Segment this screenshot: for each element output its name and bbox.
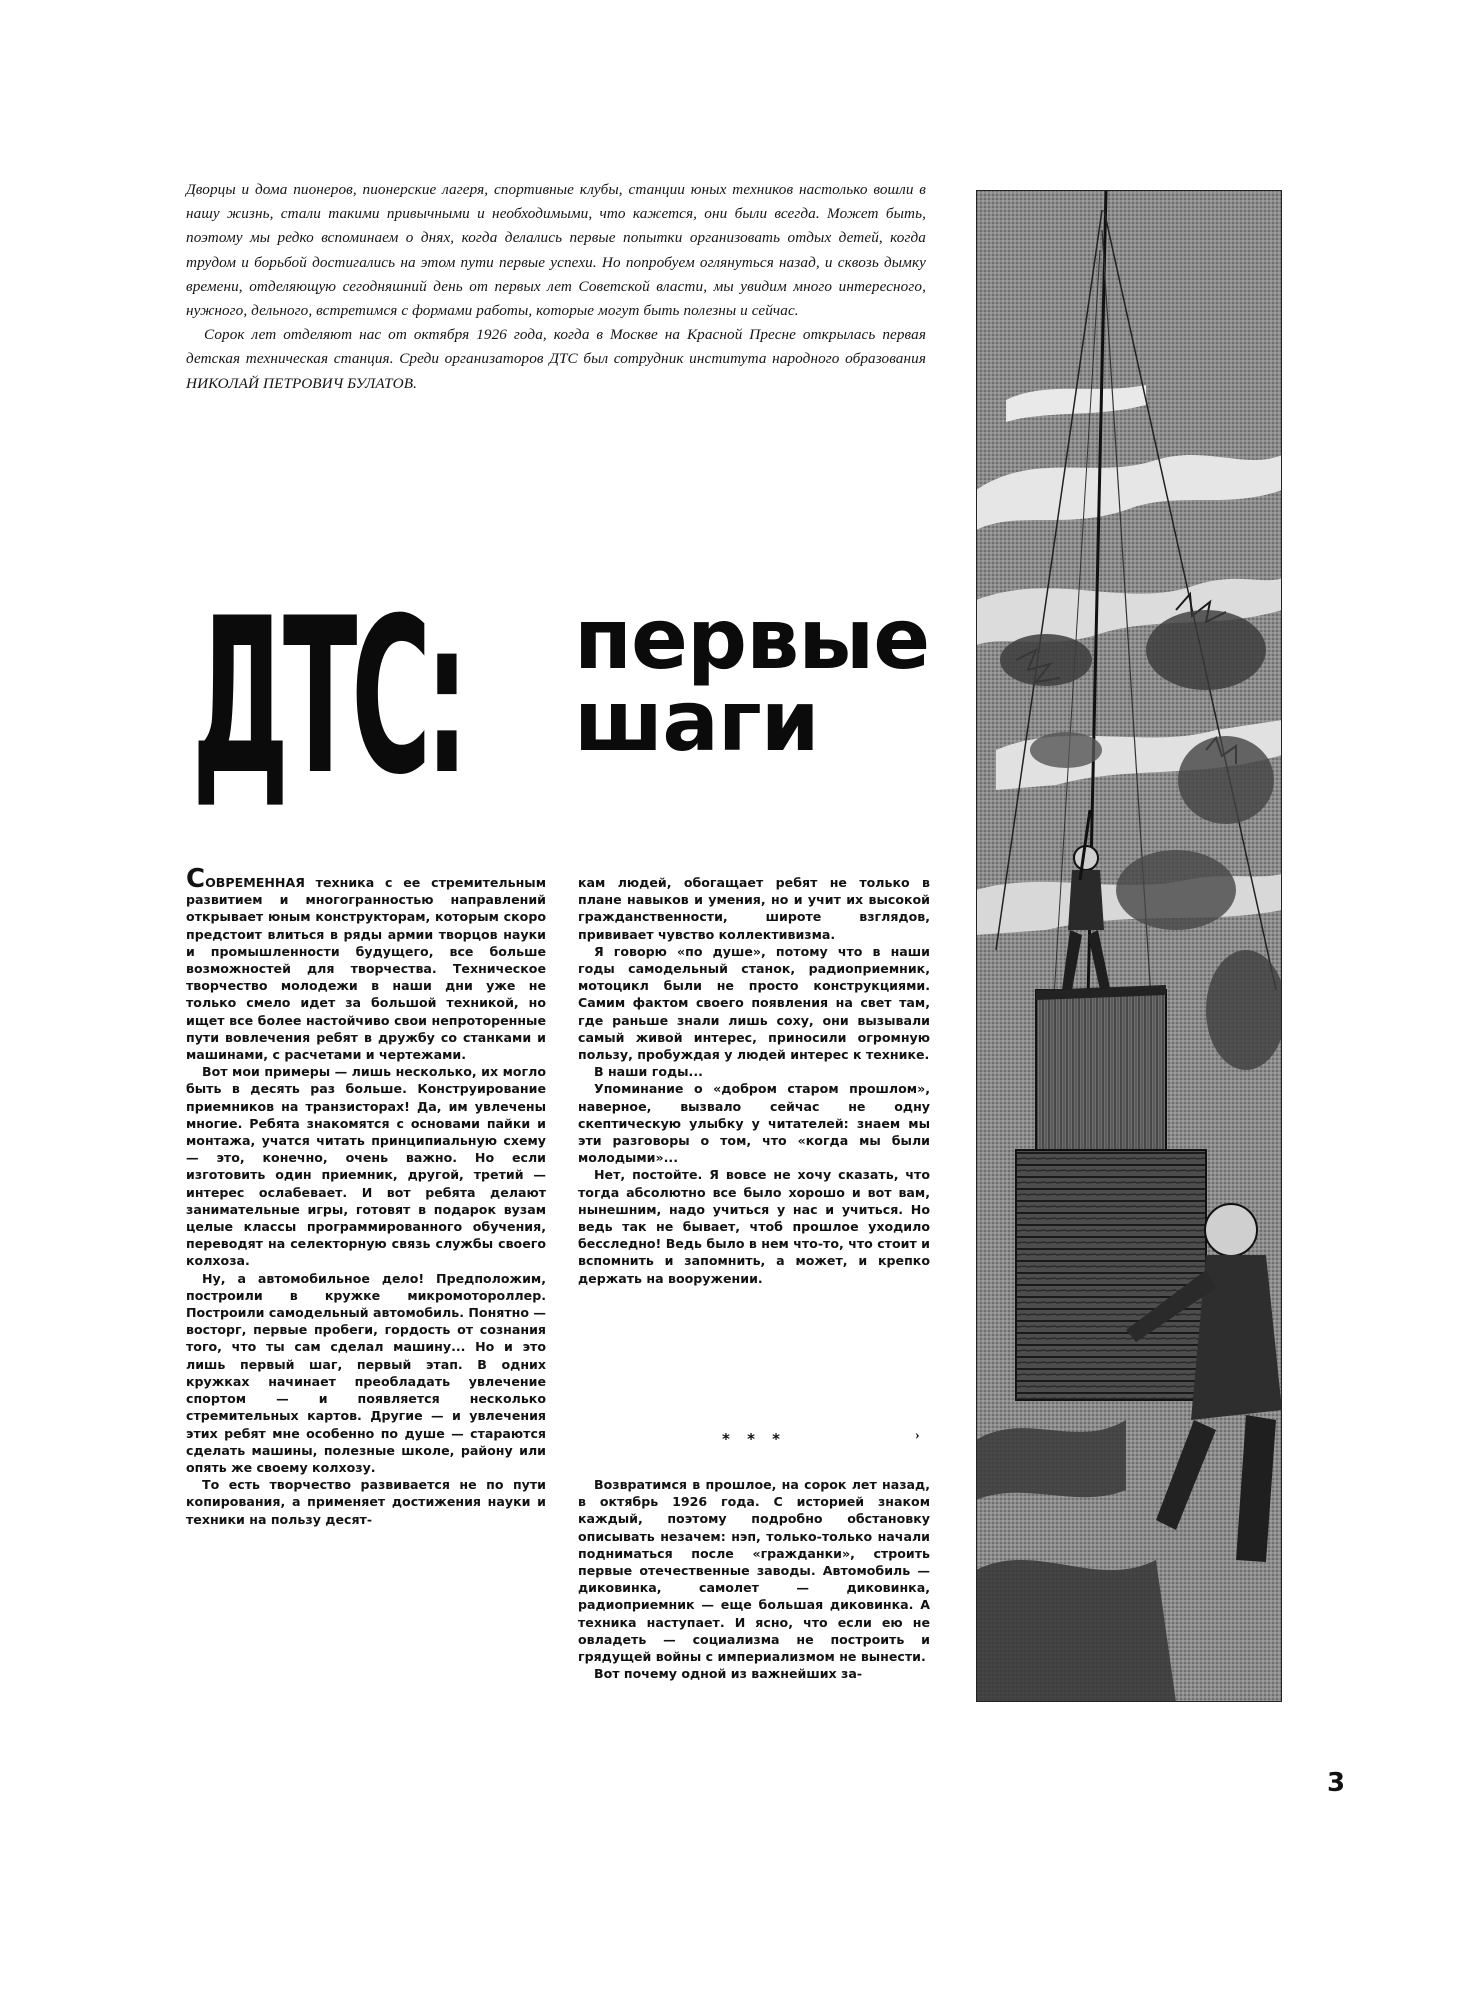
article-paragraph: В наши годы... <box>594 1064 703 1080</box>
section-separator: * * * <box>722 1430 786 1448</box>
article-paragraph: кам людей, обогащает ребят не только в плане навыков и умения, но и учит их высокой гражданственности, широте взглядов, прививает чувство коллективизма. <box>578 875 930 942</box>
drop-cap: С <box>186 864 206 894</box>
article-paragraph: Вот мои примеры — лишь несколько, их могло быть в десять раз больше. Конструирование приемников на транзисторах! Да, им увлечены многие. Ребята знакомятся с основами пайки и монтажа, учатся читать принципиальную схему — это, конечно, очень важно. Но если изготовить один приемник, другой, третий — интерес ослабевает. И вот ребята делают занимательные игры, готовят в подарок вузам целые классы программированного обучения, переводят на селекторную связь службы своего колхоза. <box>186 1064 546 1269</box>
article-paragraph: Вот почему одной из важнейших за- <box>594 1666 863 1682</box>
article-title-line-2: шаги <box>574 672 819 770</box>
article-column-1 <box>186 864 546 1528</box>
intro-paragraph-2: Сорок лет отделяют нас от октября 1926 года, когда в Москве на Красной Пресне открылась первая детская техническая станция. Среди организаторов ДТС был сотрудник института народного образования НИКОЛАЙ ПЕТРОВИЧ БУЛАТОВ. <box>186 326 926 392</box>
lead-word: ОВРЕМЕННАЯ <box>205 875 305 890</box>
paragraph-text: техника с ее стремительным развитием и многогранностью направлений открывает юным конструкторам, которым скоро предстоит влиться в ряды армии творцов науки и промышленности будущего, все больше возможностей для творчества. Техническое творчество молодежи в наши дни уже не только смело идет за большой техникой, но ищет все более настойчиво свои непроторенные пути вовлечения ребят в дружбу со станками и машинами, с расчетами и чертежами. <box>186 875 546 1063</box>
illustration-boys-building-antenna <box>976 190 1282 1702</box>
article-paragraph: То есть творчество развивается не по пути копирования, а применяет достижения науки и техники на пользу десят- <box>186 1477 546 1527</box>
article-paragraph: Упоминание о «добром старом прошлом», наверное, вызвало сейчас не одну скептическую улыбку у читателей: знаем мы эти разговоры о том, что «когда мы были молодыми»... <box>578 1081 930 1166</box>
article-paragraph: Я говорю «по душе», потому что в наши годы самодельный станок, радиоприемник, мотоцикл были не просто конструкциями. Самим фактом своего появления на свет там, где раньше знали лишь соху, они вызывали самый живой интерес, приносили огромную пользу, пробуждая у людей интерес к технике. <box>578 943 930 1063</box>
article-paragraph <box>186 864 546 1063</box>
article-paragraph: Ну, а автомобильное дело! Предположим, построили в кружке микромотороллер. Построили самодельный автомобиль. Понятно — восторг, первые пробеги, гордость от сознания того, что ты сам сделал машину... Но и это лишь первый шаг, первый этап. В одних кружках начинает преобладать увлечение спортом — и появляется несколько стремительных картов. Другие — и увлечения этих ребят мне особенно по душе — стараются сделать машины, полезные школе, району или опять же своему колхозу. <box>186 1270 546 1475</box>
print-mark-icon: › <box>915 1428 920 1443</box>
intro-paragraph-1: Дворцы и дома пионеров, пионерские лагеря, спортивные клубы, станции юных техников настолько вошли в нашу жизнь, стали такими привычными и необходимыми, что кажется, они были всегда. Может быть, поэтому мы редко вспоминаем о днях, когда делались первые попытки организовать отдых детей, когда трудом и борьбой достигались на этом пути первые успехи. Но попробуем оглянуться назад, и сквозь дымку времени, отделяющую сегодняшний день от первых лет Советской власти, мы увидим много интересного, нужного, дельного, встретимся с формами работы, которые могут быть полезны и сейчас. <box>186 181 926 320</box>
article-column-2-continued <box>578 1476 930 1682</box>
page-number: 3 <box>1327 1768 1346 1798</box>
article-title-line-1: первые <box>574 590 930 688</box>
article-paragraph: Возвратимся в прошлое, на сорок лет назад, в октябрь 1926 года. С историей знаком каждый, поэтому подробно обстановку описывать незачем: нэп, только-только начали подниматься после «гражданки», строить первые отечественные заводы. Автомобиль — диковинка, самолет — диковинка, радиоприемник — еще большая диковинка. А техника наступает. И ясно, что если ею не овладеть — социализма не построить и грядущей войны с империализмом не вынести. <box>578 1477 930 1665</box>
article-title-main: ДТС: <box>192 572 463 823</box>
illustration-drawing <box>976 190 1282 1702</box>
article-title-sub <box>574 590 930 770</box>
article-paragraph: Нет, постойте. Я вовсе не хочу сказать, что тогда абсолютно все было хорошо и вот вам, нынешним, надо учиться у нас и учиться. Но ведь так не бывает, чтоб прошлое уходило бесследно! Ведь было в нем что-то, что стоит и вспомнить и запомнить, а может, и крепко держать на вооружении. <box>578 1167 930 1286</box>
article-column-2 <box>578 874 930 1287</box>
intro-text <box>186 178 926 396</box>
